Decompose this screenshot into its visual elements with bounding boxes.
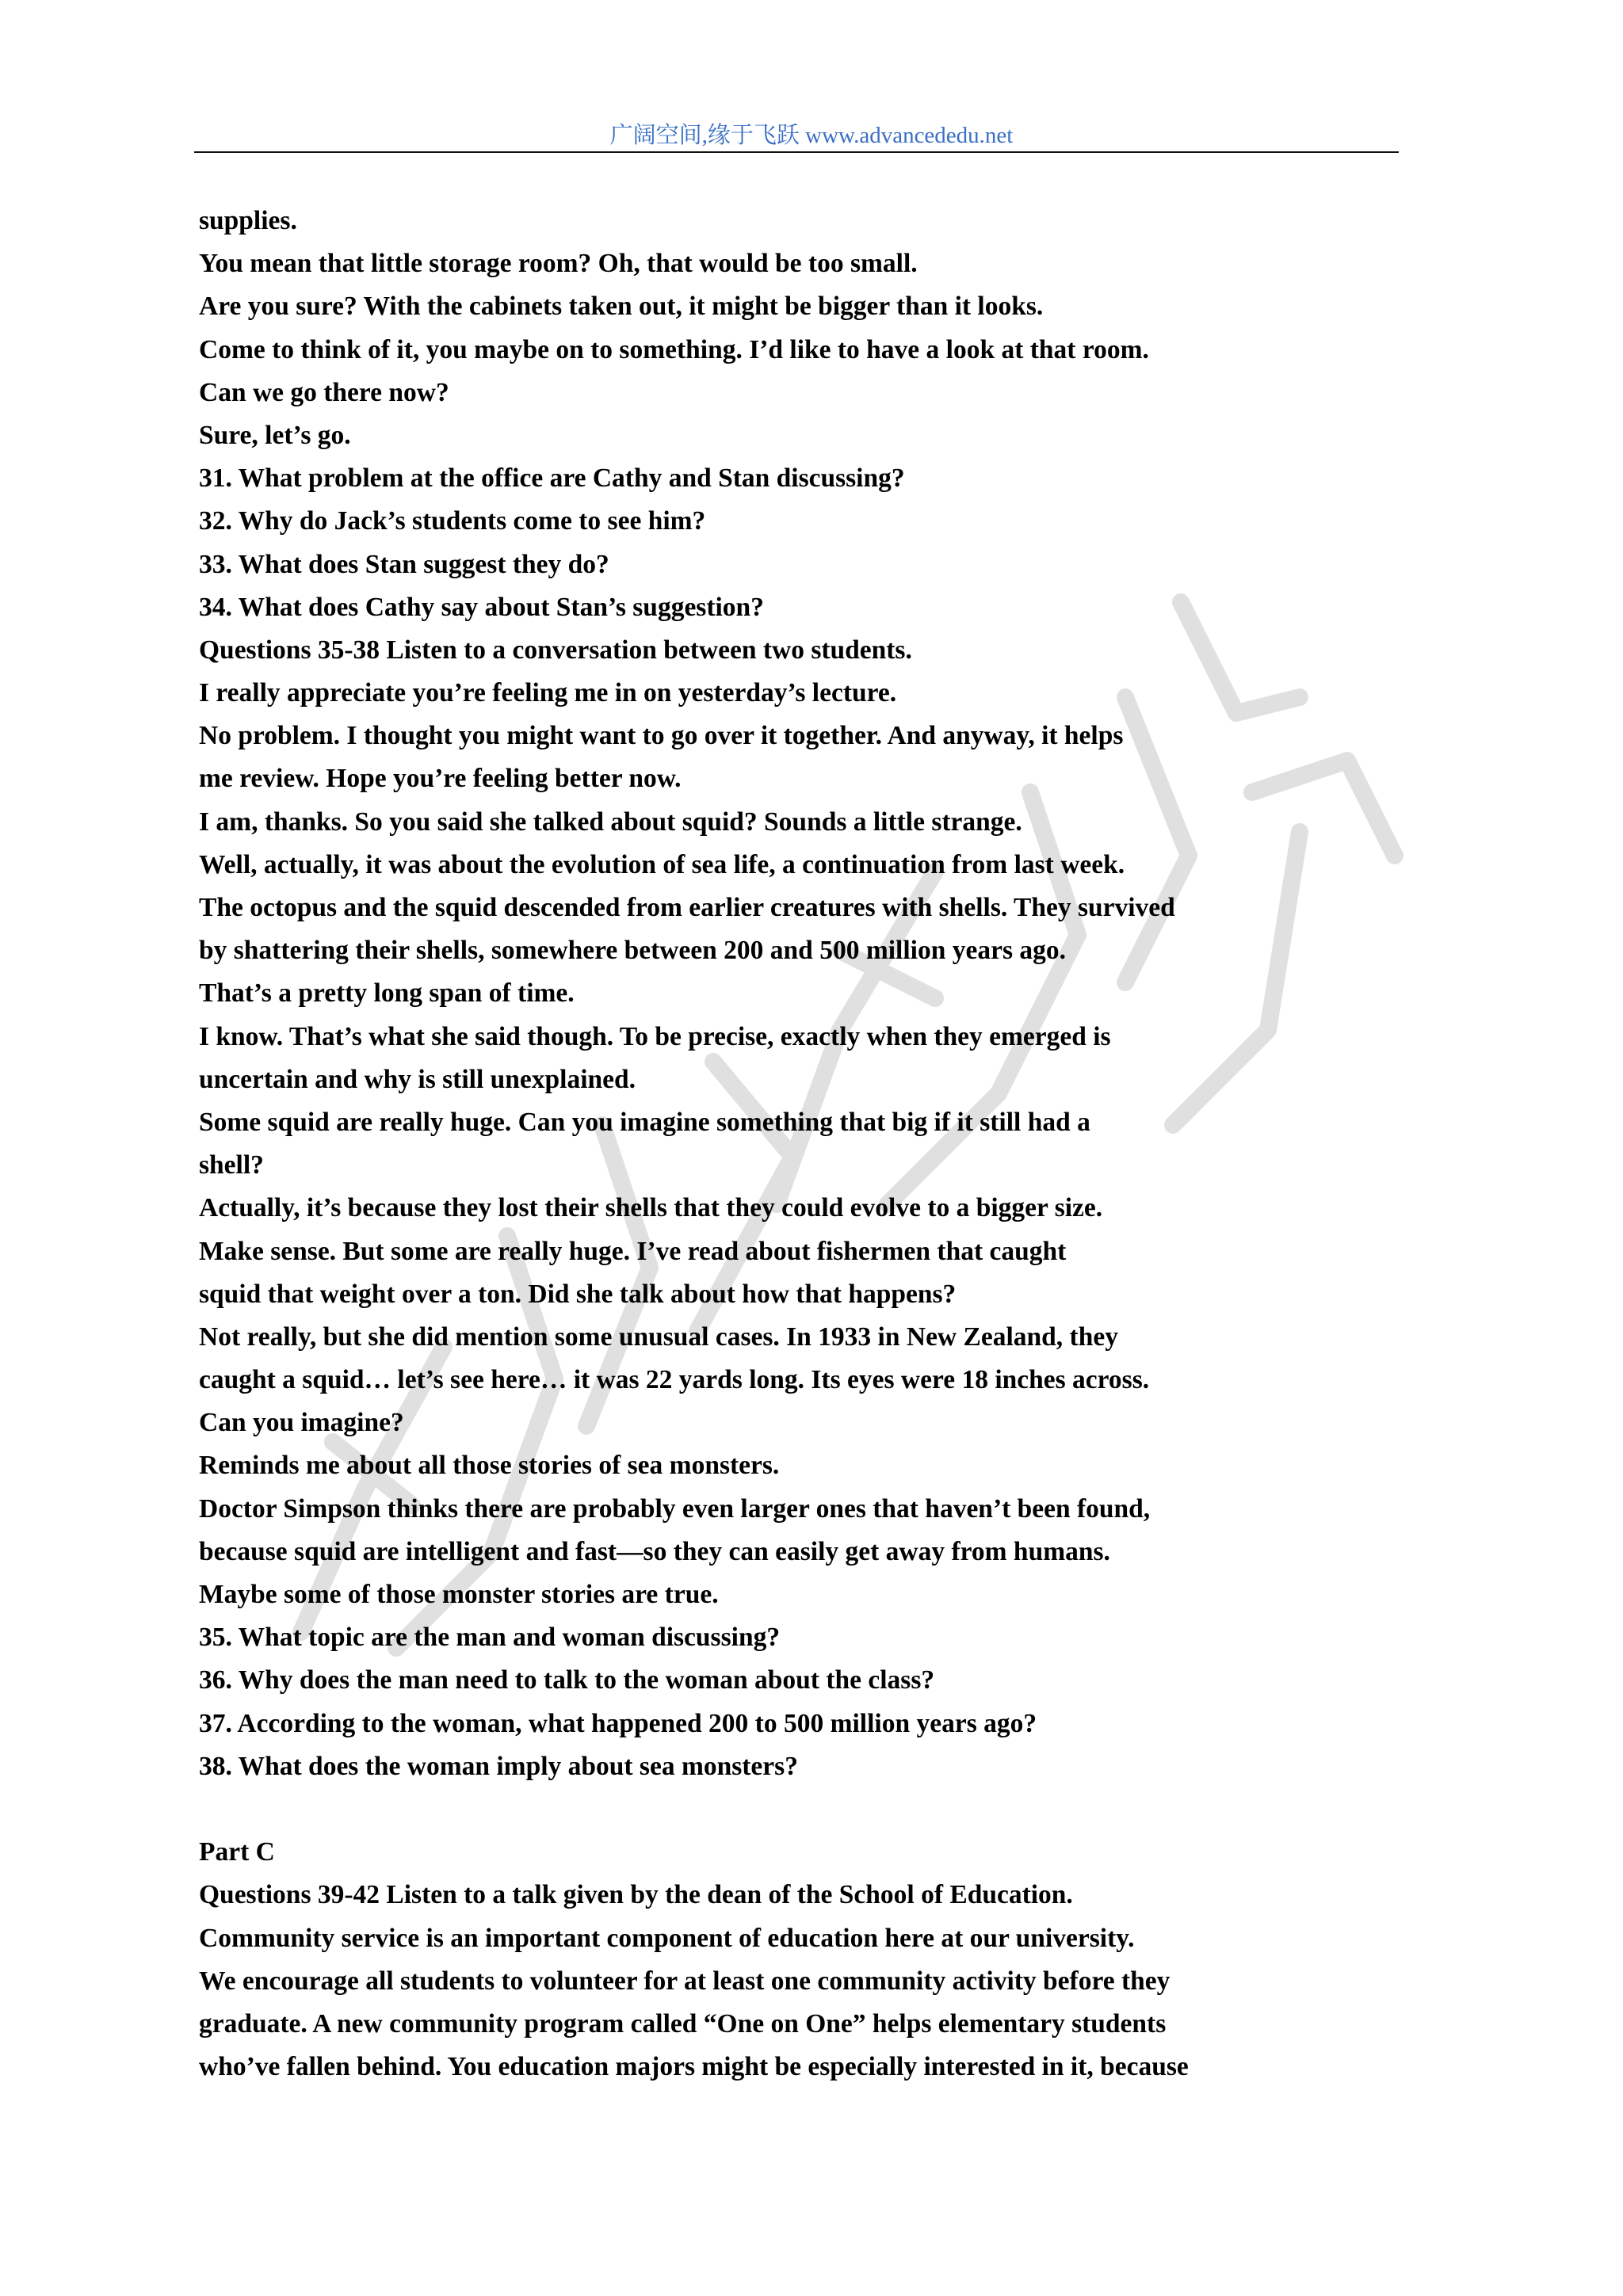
text-line: Can we go there now? (199, 377, 449, 407)
text-line: 33. What does Stan suggest they do? (199, 549, 609, 579)
text-line: Doctor Simpson thinks there are probably even larger ones that haven’t been found, (199, 1493, 1151, 1524)
paragraph-gap (199, 1788, 1435, 1831)
text-line: 32. Why do Jack’s students come to see him? (199, 506, 706, 536)
text-line: by shattering their shells, somewhere between 200 and 500 million years ago. (199, 936, 1066, 966)
text-line: I am, thanks. So you said she talked about squid? Sounds a little strange. (199, 807, 1022, 837)
document-body (199, 200, 1435, 2088)
text-line: Can you imagine? (199, 1408, 404, 1438)
text-line: No problem. I thought you might want to go over it together. And anyway, it helps (199, 721, 1124, 751)
text-line: Not really, but she did mention some unusual cases. In 1933 in New Zealand, they (199, 1322, 1118, 1352)
text-line: Community service is an important component of education here at our university. (199, 1923, 1135, 1953)
text-line: me review. Hope you’re feeling better now. (199, 764, 682, 794)
text-line: Questions 39-42 Listen to a talk given by the dean of the School of Education. (199, 1880, 1073, 1910)
text-line: graduate. A new community program called “One on One” helps elementary students (199, 2008, 1167, 2039)
text-line: 37. According to the woman, what happened 200 to 500 million years ago? (199, 1708, 1037, 1738)
text-line: Make sense. But some are really huge. I’ve read about fishermen that caught (199, 1236, 1067, 1266)
text-line: because squid are intelligent and fast—so they can easily get away from humans. (199, 1536, 1110, 1566)
text-line: Are you sure? With the cabinets taken out, it might be bigger than it looks. (199, 292, 1044, 322)
text-line: squid that weight over a ton. Did she talk about how that happens? (199, 1279, 957, 1309)
text-line: Questions 35-38 Listen to a conversation between two students. (199, 635, 912, 665)
text-line: shell? (199, 1150, 264, 1180)
text-line: 35. What topic are the man and woman discussing? (199, 1623, 781, 1653)
text-line: supplies. (199, 206, 297, 235)
text-line: 36. Why does the man need to talk to the woman about the class? (199, 1665, 935, 1695)
text-line: 31. What problem at the office are Cathy and Stan discussing? (199, 463, 905, 494)
text-line: Part C (199, 1837, 275, 1867)
text-line: Sure, let’s go. (199, 420, 351, 450)
text-line: who’ve fallen behind. You education majors might be especially interested in it, because (199, 2052, 1189, 2082)
text-line: We encourage all students to volunteer for at least one community activity before they (199, 1966, 1170, 1996)
text-line: Maybe some of those monster stories are true. (199, 1580, 719, 1609)
text-line: 38. What does the woman imply about sea monsters? (199, 1751, 798, 1781)
text-line: I know. That’s what she said though. To be precise, exactly when they emerged is (199, 1021, 1111, 1051)
text-line: Some squid are really huge. Can you imagine something that big if it still had a (199, 1107, 1090, 1137)
header-rule (194, 151, 1399, 153)
text-line: Actually, it’s because they lost their shells that they could evolve to a bigger size. (199, 1193, 1103, 1223)
text-line: uncertain and why is still unexplained. (199, 1064, 636, 1094)
text-line: That’s a pretty long span of time. (199, 978, 575, 1009)
text-line: Well, actually, it was about the evolution of sea life, a continuation from last week. (199, 849, 1125, 879)
text-line: The octopus and the squid descended from earlier creatures with shells. They survived (199, 893, 1175, 922)
text-line: I really appreciate you’re feeling me in on yesterday’s lecture. (199, 678, 897, 708)
text-line: caught a squid… let’s see here… it was 22 yards long. Its eyes were 18 inches across. (199, 1365, 1150, 1395)
text-line: You mean that little storage room? Oh, that would be too small. (199, 249, 918, 279)
text-line: Come to think of it, you maybe on to something. I’d like to have a look at that room. (199, 334, 1149, 364)
text-line: Reminds me about all those stories of sea monsters. (199, 1451, 780, 1481)
page-header: 广阔空间,缘于飞跃 www.advancededu.net (609, 123, 1014, 148)
text-line: 34. What does Cathy say about Stan’s suggestion? (199, 592, 764, 622)
